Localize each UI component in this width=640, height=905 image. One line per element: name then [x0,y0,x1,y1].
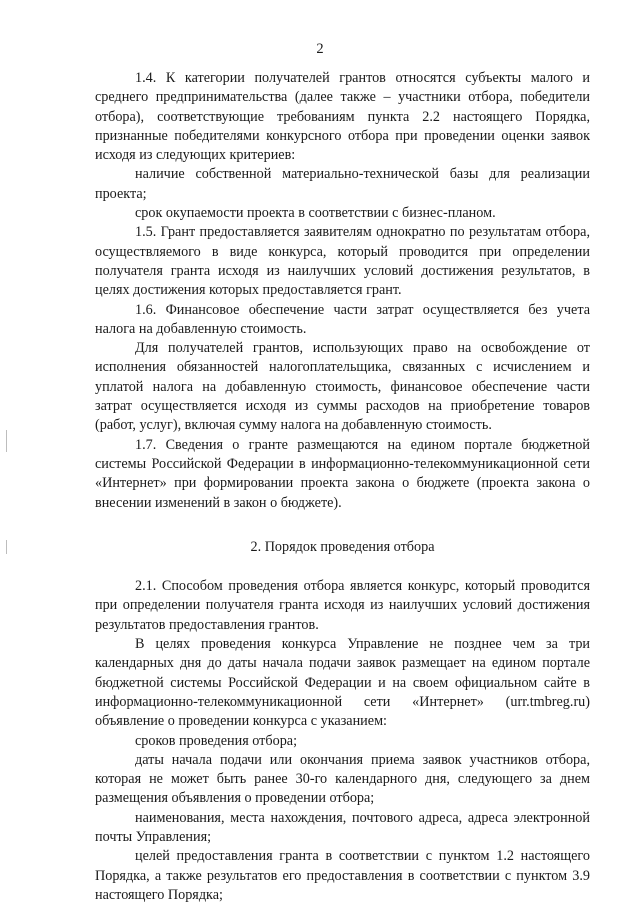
scan-edge-mark [6,430,7,452]
section-heading: 2. Порядок проведения отбора [250,538,435,555]
paragraph-announcement: В целях проведения конкурса Управление не позднее чем за три календарных дня до даты начала подачи заявок размещает на едином портале бюджетной системы Российской Федерации и на своем официальном сайте в информационно-телекоммуникационной сети «Интернет» (urr.tmbreg.ru) объявление о проведении конкурса с указанием: [95,636,590,730]
paragraph-1-6: 1.6. Финансовое обеспечение части затрат осуществляется без учета налога на добавленную стоимость. [95,301,590,337]
paragraph-goals: целей предоставления гранта в соответствии с пунктом 1.2 настоящего Порядка, а также результатов его предоставления в соответствии с пунктом 3.9 настоящего Порядка; [95,848,590,903]
document-body [95,69,590,905]
paragraph-criterion-payback: срок окупаемости проекта в соответствии с бизнес-планом. [135,205,496,222]
section-gap [95,513,590,521]
paragraph-criterion-material-base: наличие собственной материально-технической базы для реализации проекта; [95,166,590,202]
paragraph-contacts: наименования, места нахождения, почтового адреса, адреса электронной почты Управления; [95,809,590,845]
paragraph-vat-exemption: Для получателей грантов, использующих право на освобождение от исполнения обязанностей налогоплательщика, связанных с исчислением и уплатой налога на добавленную стоимость, финансовое обеспечение части затрат осуществляется исходя из суммы расходов на приобретение товаров (работ, услуг), включая сумму налога на добавленную стоимость. [95,340,590,434]
paragraph-dates: даты начала подачи или окончания приема заявок участников отбора, которая не может быть ранее 30-го календарного дня, следующего за днем размещения объявления о проведении отбора; [95,751,590,807]
scan-edge-mark [6,540,7,554]
paragraph-1-5: 1.5. Грант предоставляется заявителям однократно по результатам отбора, осуществляемого в виде конкурса, который проводится при определении получателя гранта исходя из наилучших условий достижения результатов, в целях достижения которых предоставляется грант. [95,224,590,299]
page-number: 2 [316,41,324,57]
paragraph-1-4: 1.4. К категории получателей грантов относятся субъекты малого и среднего предпринимательства (далее также – участники отбора, победители отбора), соответствующие требованиям пункта 2.2 настоящего Порядка, признанные победителями конкурсного отбора при проведении оценки заявок исходя из следующих критериев: [95,70,590,164]
paragraph-2-1: 2.1. Способом проведения отбора является конкурс, который проводится при определении получателя гранта исходя из наилучших условий достижения результатов предоставления грантов. [95,578,590,633]
paragraph-1-7: 1.7. Сведения о гранте размещаются на едином портале бюджетной системы Российской Федерации в информационно-телекоммуникационной сети «Интернет» при формировании проекта закона о бюджете (проекта закона о внесении изменений в закон о бюджете). [95,436,590,511]
paragraph-terms: сроков проведения отбора; [135,732,298,749]
